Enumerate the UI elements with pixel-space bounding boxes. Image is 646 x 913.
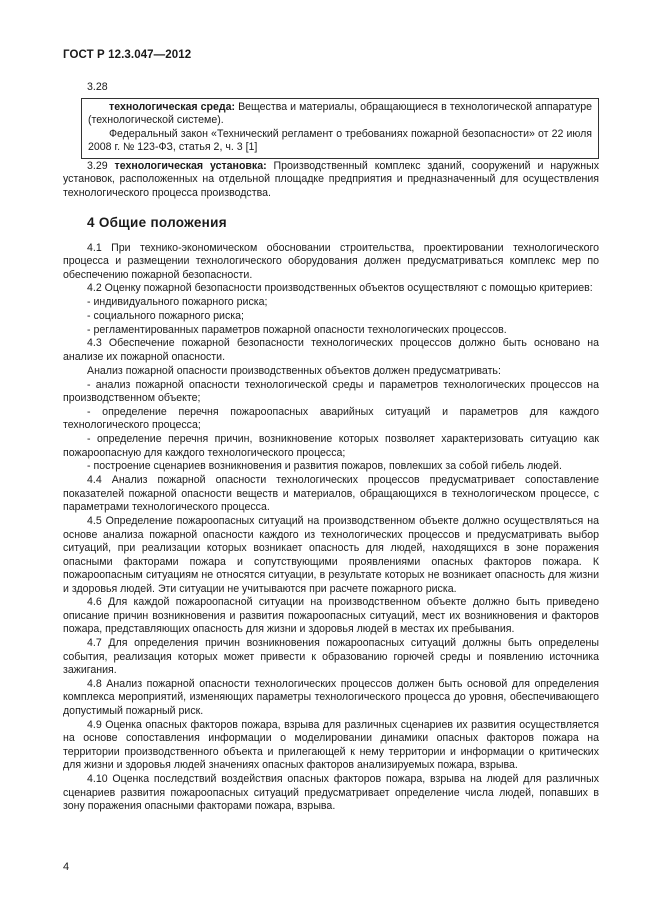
list-item: - определение перечня причин, возникновение которых позволяет характеризовать ситуацию как пожароопасную для каждого технологического процесса; — [63, 433, 599, 459]
paragraph-4-3: 4.3 Обеспечение пожарной безопасности технологических процессов должно быть основано на анализе их пожарной опасности. — [63, 337, 599, 363]
list-item: - анализ пожарной опасности технологической среды и параметров технологических процессов на производственном объекте; — [63, 378, 599, 405]
list-item: - построение сценариев возникновения и развития пожаров, повлекших за собой гибель людей. — [87, 460, 562, 473]
list-item: - социального пожарного риска; — [87, 309, 244, 322]
paragraph-4-2: 4.2 Оценку пожарной безопасности производственных объектов осуществляют с помощью критериев: — [87, 282, 593, 295]
document-content — [63, 81, 599, 814]
list-item: - регламентированных параметров пожарной опасности технологических процессов. — [87, 323, 507, 336]
section-title: 4 Общие положения — [87, 215, 227, 230]
item-3-29 — [63, 160, 599, 201]
item-3-29-term: технологическая установка: — [114, 159, 267, 172]
list-item: - определение перечня пожароопасных аварийных ситуаций и параметров для каждого технологического процесса; — [63, 405, 599, 432]
item-3-28-definition-box — [81, 98, 599, 159]
item-3-28-definition-text: Вещества и материалы, обращающиеся в технологической аппаратуре (технологической системе). — [88, 100, 592, 126]
page-number: 4 — [63, 861, 70, 873]
paragraph-4-4: 4.4 Анализ пожарной опасности технологических процессов предусматривает сопоставление показателей пожарной опасности веществ и материалов, обращающихся в технологическом процессе, с параметрами технологического процесса. — [63, 474, 599, 514]
item-3-28-number: 3.28 — [87, 81, 108, 93]
item-3-28-definition — [88, 101, 592, 128]
item-3-29-number: 3.29 — [87, 159, 108, 172]
paragraph-4-7: 4.7 Для определения причин возникновения пожароопасных ситуаций должны быть определены события, реализация которых может привести к образованию горючей среды и появлению источника зажигания. — [63, 637, 599, 677]
paragraph-4-5: 4.5 Определение пожароопасных ситуаций на производственном объекте должно осуществляться на основе анализа пожарной опасности каждого из технологических процессов и предусматривать выбор ситуаций, при реализации которых возникает опасность для людей, находящихся в зоне поражения опасными факторами пожара и сопутствующими проявлениями опасных факторов пожара. К пожароопасным ситуациям не относятся ситуации, в результате которых не возникает опасность для жизни и здоровья людей. Эти ситуации не учитываются при расчете пожарного риска. — [63, 515, 599, 595]
item-3-29-definition: Производственный комплекс зданий, сооружений и наружных установок, расположенных на отдельной площадке предприятия и предназначенный для осуществления технологического процесса производства. — [63, 159, 600, 199]
paragraph-analysis-intro: Анализ пожарной опасности производственных объектов должен предусматривать: — [87, 364, 501, 377]
paragraph-4-1: 4.1 При технико-экономическом обосновании строительства, проектировании технологического процесса и размещении технологического оборудования должен предусматриваться комплекс мер по обеспечению пожарной безопасности. — [63, 241, 599, 281]
paragraph-4-10: 4.10 Оценка последствий воздействия опасных факторов пожара, взрыва на людей для различных сценариев развития пожароопасных ситуаций предусматривает определение числа людей, попавших в зону поражения опасными факторами пожара, взрыва. — [63, 773, 599, 813]
section-body — [63, 242, 599, 814]
list-item: - индивидуального пожарного риска; — [87, 296, 268, 309]
document-header-title: ГОСТ Р 12.3.047—2012 — [63, 49, 192, 61]
paragraph-4-6: 4.6 Для каждой пожароопасной ситуации на производственном объекте должно быть приведено описание причин возникновения и развития пожароопасных ситуаций, мест их возникновения и факторов пожара, представляющих опасность для жизни и здоровья людей в местах их пребывания. — [63, 596, 599, 636]
item-3-28-term: технологическая среда: — [109, 100, 236, 113]
paragraph-4-9: 4.9 Оценка опасных факторов пожара, взрыва для различных сценариев их развития осуществляется на основе сопоставления информации о моделировании динамики опасных факторов пожара на территории производственного объекта и прилегающей к нему территории и информации о критических для жизни и здоровья людей значениях опасных факторов анализируемых пожара, взрыва. — [63, 718, 599, 772]
paragraph-4-8: 4.8 Анализ пожарной опасности технологических процессов должен быть основой для определения комплекса мероприятий, изменяющих параметры технологического процесса до уровня, обеспечивающего допустимый пожарный риск. — [63, 677, 599, 717]
item-3-28-reference: Федеральный закон «Технический регламент о требованиях пожарной безопасности» от 22 июля 2008 г. № 123-ФЗ, статья 2, ч. 3 [1] — [88, 127, 592, 153]
